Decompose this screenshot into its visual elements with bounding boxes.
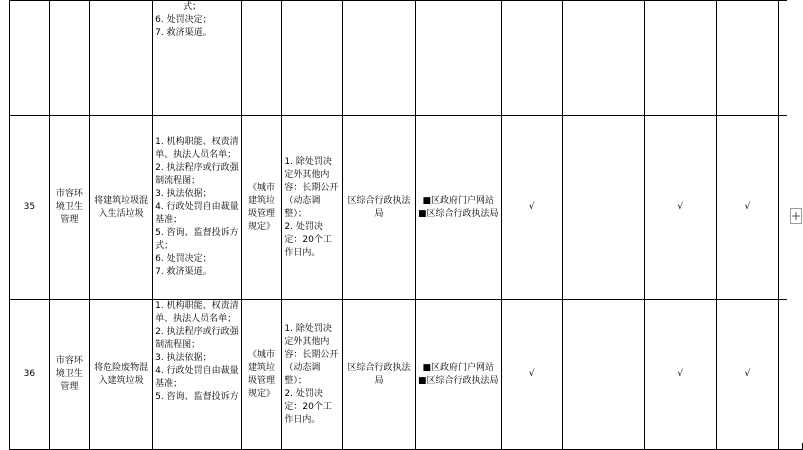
cell-channels bbox=[415, 1, 501, 116]
cell-items bbox=[153, 300, 241, 450]
cell-timing bbox=[282, 1, 343, 116]
cell-category: 市容环境卫生管理 bbox=[49, 116, 89, 300]
table-row bbox=[10, 116, 803, 300]
timing-line: 1. 除处罚决定外其他内容：长期公开（动态调整）； bbox=[284, 156, 339, 219]
cell-no: 35 bbox=[10, 116, 50, 300]
item-line: 6. 处罚决定； bbox=[155, 15, 212, 25]
timing-line: 2. 处罚决定：20个工作日内。 bbox=[284, 221, 332, 258]
cell-mark: √ bbox=[644, 116, 716, 300]
cell-items bbox=[153, 116, 241, 300]
item-line: 式； bbox=[183, 2, 202, 12]
cell-no bbox=[10, 1, 50, 116]
item-line: 7. 救济渠道。 bbox=[155, 28, 212, 38]
item-line: 3. 执法依据； bbox=[155, 189, 212, 199]
cell-subject bbox=[343, 1, 415, 116]
cell-basis: 《城市建筑垃圾管理规定》 bbox=[241, 300, 282, 450]
item-line: 2. 执法程序或行政强制流程图； bbox=[155, 163, 239, 186]
cell-blank bbox=[562, 116, 644, 300]
timing-line: 1. 除处罚决定外其他内容：长期公开（动态调整）； bbox=[284, 323, 339, 386]
cell-items bbox=[153, 1, 241, 116]
channel-line: ■区综合行政执法局 bbox=[418, 375, 499, 386]
item-line: 4. 行政处罚自由裁量基准； bbox=[155, 366, 239, 389]
item-line: 6. 处罚决定； bbox=[155, 254, 212, 264]
cell-blank bbox=[562, 300, 644, 450]
cell-mark: √ bbox=[501, 116, 562, 300]
cell-channels bbox=[415, 116, 501, 300]
document-table bbox=[9, 0, 803, 450]
cell-subject: 区综合行政执法局 bbox=[343, 300, 415, 450]
item-line: 1. 机构职能、权责清单、执法人员名单； bbox=[155, 137, 239, 160]
cell-matter bbox=[90, 1, 153, 116]
item-line: 2. 执法程序或行政强制流程图； bbox=[155, 327, 239, 350]
table-row-partial bbox=[10, 1, 803, 116]
cell-mark: √ bbox=[716, 300, 779, 450]
item-line: 4. 行政处罚自由裁量基准； bbox=[155, 202, 239, 225]
item-line: 3. 执法依据； bbox=[155, 353, 212, 363]
table-row bbox=[10, 300, 803, 450]
cell-matter: 将建筑垃圾混入生活垃圾 bbox=[90, 116, 153, 300]
cell-blank bbox=[562, 1, 644, 116]
cell-no: 36 bbox=[10, 300, 50, 450]
cell-category: 市容环境卫生管理 bbox=[49, 300, 89, 450]
item-line: 1. 机构职能、权责清单、执法人员名单； bbox=[155, 301, 239, 324]
cell-mark: √ bbox=[716, 116, 779, 300]
cell-matter: 将危险废物混入建筑垃圾 bbox=[90, 300, 153, 450]
cell-mark bbox=[501, 1, 562, 116]
item-line: 7. 救济渠道。 bbox=[155, 267, 212, 277]
cell-category bbox=[49, 1, 89, 116]
cell-timing bbox=[282, 116, 343, 300]
timing-line: 2. 处罚决定：20个工作日内。 bbox=[284, 388, 332, 425]
item-line: 5. 咨询、监督投诉方式； bbox=[155, 228, 239, 251]
channel-line: ■区政府门户网站 bbox=[422, 195, 495, 206]
channel-line: ■区政府门户网站 bbox=[422, 362, 495, 373]
cell-mark bbox=[644, 1, 716, 116]
cell-mark: √ bbox=[501, 300, 562, 450]
cell-timing bbox=[282, 300, 343, 450]
cell-basis: 《城市建筑垃圾管理规定》 bbox=[241, 116, 282, 300]
cell-subject: 区综合行政执法局 bbox=[343, 116, 415, 300]
cell-basis bbox=[241, 1, 282, 116]
cell-blank bbox=[716, 1, 779, 116]
item-line: 5. 咨询、监督投诉方 bbox=[155, 392, 239, 402]
cell-channels bbox=[415, 300, 501, 450]
cell-mark: √ bbox=[644, 300, 716, 450]
channel-line: ■区综合行政执法局 bbox=[418, 208, 499, 219]
add-button[interactable]: + bbox=[791, 209, 802, 223]
